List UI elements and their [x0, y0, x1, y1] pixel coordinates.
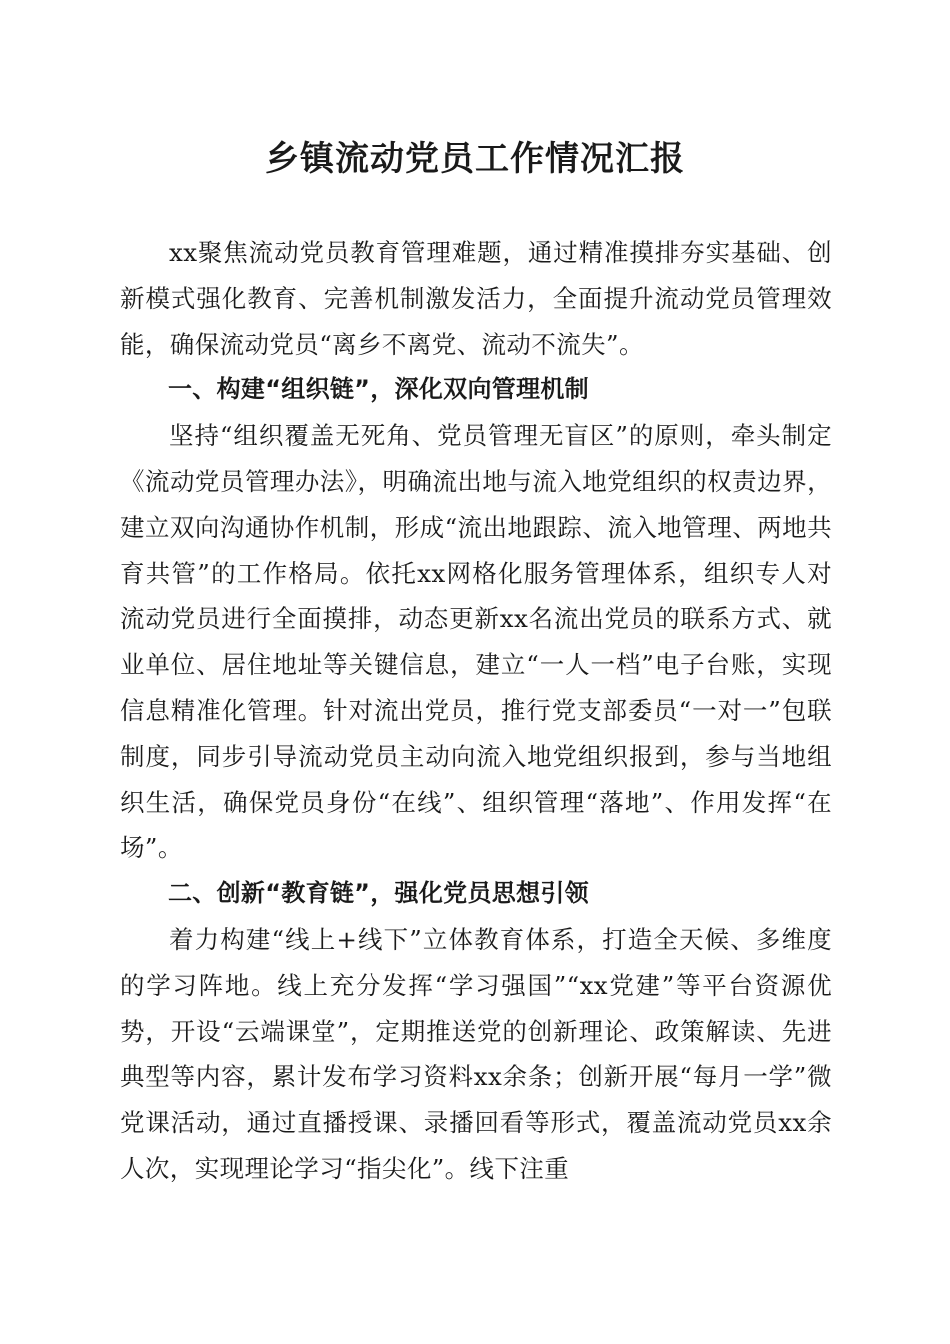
- section-2-heading: 二、创新“教育链”，强化党员思想引领: [168, 879, 589, 908]
- document-title: 乡镇流动党员工作情况汇报: [265, 139, 685, 179]
- document-body: [120, 230, 832, 1192]
- section-1-paragraph: 坚持“组织覆盖无死角、党员管理无盲区”的原则，牵头制定《流动党员管理办法》，明确流出地与流入地党组织的权责边界，建立双向沟通协作机制，形成“流出地跟踪、流入地管理、两地共育共管”的工作格局。依托xx网格化服务管理体系，组织专人对流动党员进行全面摸排，动态更新xx名流出党员的联系方式、就业单位、居住地址等关键信息，建立“一人一档”电子台账，实现信息精准化管理。针对流出党员，推行党支部委员“一对一”包联制度，同步引导流动党员主动向流入地党组织报到，参与当地组织生活，确保党员身份“在线”、组织管理“落地”、作用发挥“在场”。: [120, 421, 832, 863]
- intro-paragraph: xx聚焦流动党员教育管理难题，通过精准摸排夯实基础、创新模式强化教育、完善机制激发活力，全面提升流动党员管理效能，确保流动党员“离乡不离党、流动不流失”。: [120, 238, 832, 359]
- section-1-heading: 一、构建“组织链”，深化双向管理机制: [168, 375, 589, 404]
- section-2-paragraph: 着力构建“线上+线下”立体教育体系，打造全天候、多维度的学习阵地。线上充分发挥“学习强国”“xx党建”等平台资源优势，开设“云端课堂”，定期推送党的创新理论、政策解读、先进典型等内容，累计发布学习资料xx余条；创新开展“每月一学”微党课活动，通过直播授课、录播回看等形式，覆盖流动党员xx余人次，实现理论学习“指尖化”。线下注重: [120, 924, 832, 1183]
